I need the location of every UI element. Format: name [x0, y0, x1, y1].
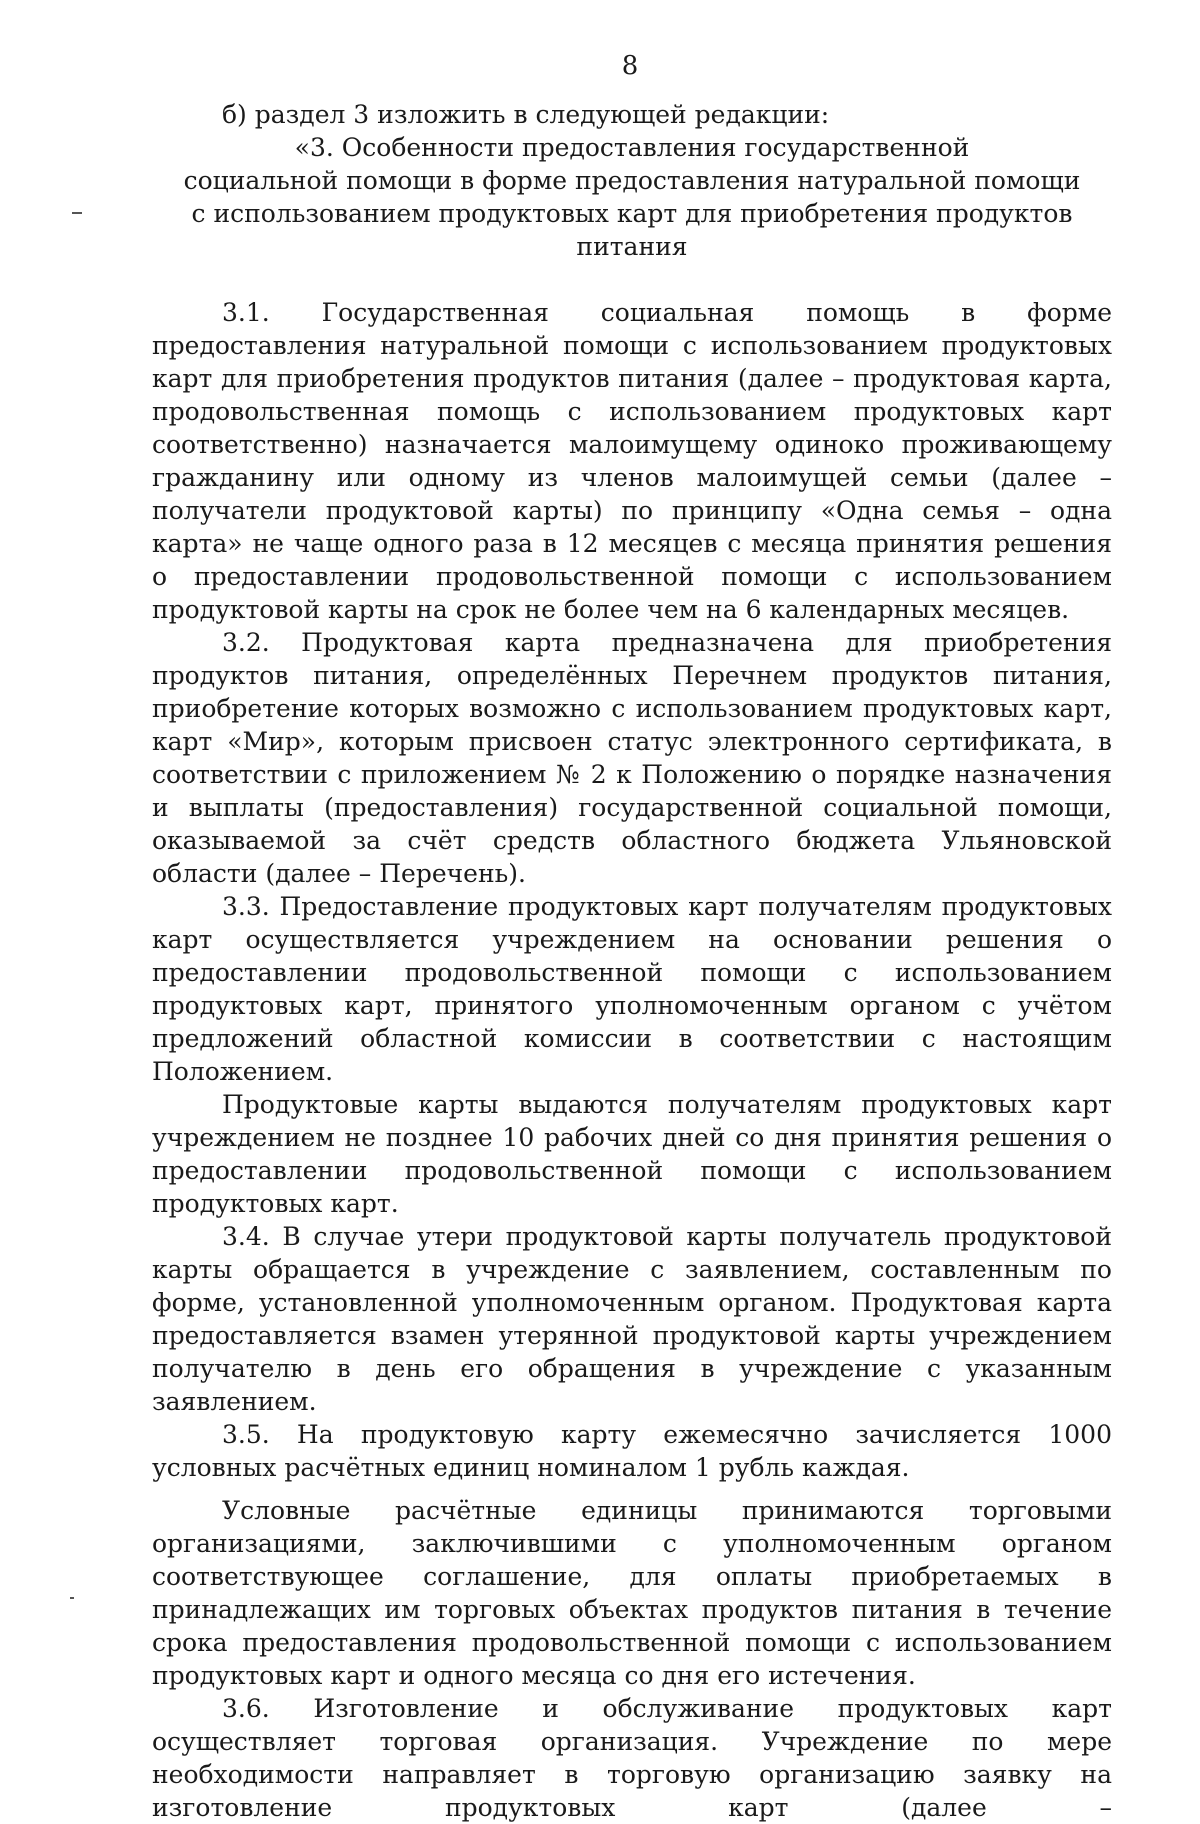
paragraph-3-5-cont: Условные расчётные единицы принимаются торговыми организациями, заключившими с уполномоченным органом соответствующее соглашение, для оплаты приобретаемых в принадлежащих им торговых объектах продуктов питания в течение срока предоставления продовольственной помощи с использованием продуктовых карт и одного месяца со дня его истечения.: [152, 1496, 1112, 1690]
scan-mark: [70, 1597, 74, 1599]
section-title-line: социальной помощи в форме предоставления натуральной помощи: [183, 166, 1081, 195]
paragraph-3-5: 3.5. На продуктовую карту ежемесячно зачисляется 1000 условных расчётных единиц номиналом 1 рубль каждая.: [152, 1420, 1112, 1482]
paragraph-3-3: 3.3. Предоставление продуктовых карт получателям продуктовых карт осуществляется учреждением на основании решения о предоставлении продовольственной помощи с использованием продуктовых карт, принятого уполномоченным органом с учётом предложений областной комиссии в соответствии с настоящим Положением.: [152, 892, 1112, 1086]
paragraph-3-3-cont: Продуктовые карты выдаются получателям продуктовых карт учреждением не позднее 10 рабочих дней со дня принятия решения о предоставлении продовольственной помощи с использованием продуктовых карт.: [152, 1090, 1112, 1218]
section-title-line: с использованием продуктовых карт для приобретения продуктов питания: [191, 199, 1073, 261]
section-title-line: «3. Особенности предоставления государственной: [294, 133, 970, 162]
paragraph-3-4: 3.4. В случае утери продуктовой карты получатель продуктовой карты обращается в учреждение с заявлением, составленным по форме, установленной уполномоченным органом. Продуктовая карта предоставляется взамен утерянной продуктовой карты учреждением получателю в день его обращения в учреждение с указанным заявлением.: [152, 1222, 1112, 1416]
amendment-intro: б) раздел 3 изложить в следующей редакции:: [222, 100, 830, 129]
paragraph-3-6: 3.6. Изготовление и обслуживание продуктовых карт осуществляет торговая организация. Учреждение по мере необходимости направляет в торговую организацию заявку на изготовление продуктовых карт (далее –: [152, 1694, 1112, 1822]
page-number: 8: [621, 51, 639, 81]
paragraph-3-2: 3.2. Продуктовая карта предназначена для приобретения продуктов питания, определённых Перечнем продуктов питания, приобретение которых возможно с использованием продуктовых карт, карт «Мир», которым присвоен статус электронного сертификата, в соответствии с приложением № 2 к Положению о порядке назначения и выплаты (предоставления) государственной социальной помощи, оказываемой за счёт средств областного бюджета Ульяновской области (далее – Перечень).: [152, 628, 1112, 888]
section-title: [152, 131, 1112, 263]
scan-mark: [72, 212, 82, 214]
paragraph-3-1: 3.1. Государственная социальная помощь в форме предоставления натуральной помощи с использованием продуктовых карт для приобретения продуктов питания (далее – продуктовая карта, продовольственная помощь с использованием продуктовых карт соответственно) назначается малоимущему одиноко проживающему гражданину или одному из членов малоимущей семьи (далее – получатели продуктовой карты) по принципу «Одна семья – одна карта» не чаще одного раза в 12 месяцев с месяца принятия решения о предоставлении продовольственной помощи с использованием продуктовой карты на срок не более чем на 6 календарных месяцев.: [152, 298, 1112, 624]
document-body: [152, 98, 1112, 1824]
